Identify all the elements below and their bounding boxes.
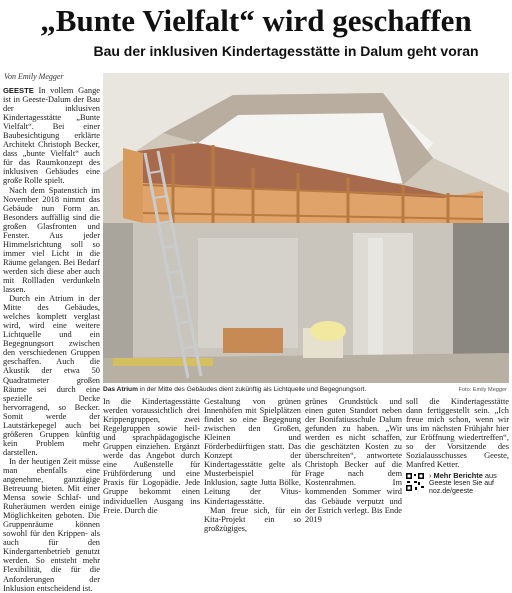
photo-credit: Foto: Emily Megger [458, 387, 507, 393]
article-column-5 [406, 397, 509, 469]
promo-title-text: Mehr Berichte [433, 471, 483, 480]
caption-text: in der Mitte des Gebäudes dient zukünftig als Lichtquelle und Begegnungsort. [139, 386, 367, 393]
article-column-1 [3, 86, 100, 593]
subheadline: Bau der inklusiven Kindertagesstätte in Dalum geht voran [93, 43, 479, 59]
paragraph-text: In vollem Gange ist in Geeste-Dalum der Bau der inklusiven Kindertagesstätte „Bunte Vielfalt“. Bei einer Baubesichtigung erklärte Architekt Christoph Becker, dass „bunte Vielfalt“ auch für das Raumkonzept des inklusiven Gebäudes eine große Rolle spielt. [3, 86, 100, 186]
paragraph: In die Kindertagesstätte werden voraussichtlich drei Krippengruppen, zwei Regelgruppen sowie heil- und sprachpädagogische Gruppen einziehen. Ergänzt werde das Angebot durch eine Außenstelle für Frühförderung und eine Praxis für Logopädie. Jede Gruppe bekommt einen individuellen Ausgang ins Freie. Durch die [103, 397, 200, 515]
headline: „Bunte Vielfalt“ wird geschaffen [40, 3, 472, 38]
paragraph: In der heutigen Zeit müsse man ebenfalls eine angenehme, ganztägige Betreuung bieten. Mit einer Mensa sowie Schlaf- und Ruheräumen werden einige Möglichkeiten geboten. Die Gruppenräume können sowohl für den Krippen- als auch für den Kindergartenbetrieb genutzt werden. So entsteht mehr Flexibilität, die für die Anforderungen der Inklusion entscheidend ist. [3, 456, 100, 593]
paragraph: Durch ein Atrium in der Mitte des Gebäudes, welches komplett verglast wird, wird eine weitere Lichtquelle und ein Begegnungsort zwischen den verschiedenen Gruppen geschaffen. Auch die Akustik der etwa 50 Quadratmeter großen Räume sei durch eine spezielle Decke hervorragend, so Becker. Somit werde der Lautstärkepegel auch bei größeren Gruppen künftig kein Problem mehr darstellen. [3, 294, 100, 457]
article-column-3 [204, 397, 301, 533]
chevron-right-icon: › [429, 471, 432, 480]
paragraph: grünes Grundstück und einen guten Standort neben der Bonifatiusschule Dalum gefunden zu haben. „Wir werden es nicht schaffen, die geschätzten Kosten zu überschreiten“, antwortete Christoph Becker auf die Frage nach dem Kostenrahmen. Im kommenden Sommer wird das Gebäude verputzt und der Estrich verlegt. Bis Ende 2019 [305, 397, 402, 524]
promo-title [429, 471, 497, 480]
caption-lead: Das Atrium [103, 386, 138, 393]
article-column-4 [305, 397, 402, 524]
atrium-photo [103, 73, 509, 383]
paragraph: Man freue sich, für ein Kita-Projekt ein so großzügiges, [204, 505, 301, 533]
article-column-2 [103, 397, 200, 515]
paragraph: soll die Kindertagesstätte dann fertiggestellt sein. „Ich freue mich schon, wenn wir uns im nächsten Frühjahr hier zur Eröffnung wiedertreffen“, so der Vorsitzende des Sozialausschusses Geeste, Manfred Ketter. [406, 397, 509, 470]
atrium-construction-image [103, 73, 509, 383]
photo-caption [103, 385, 509, 395]
byline: Von Emily Megger [4, 72, 64, 81]
paragraph: Gestaltung von grünen Innenhöfen mit Spielplätzen findet so eine Begegnung zwischen den Großen, Kleinen und Förderbedürftigen statt. Das Konzept der Kindertagesstätte gelte als Musterbeispiel für Inklusion, sagte Jutta Bölke, Leitung der Vitus-Kindertagesstätte. [204, 397, 301, 506]
promo-text: Geeste lesen Sie auf noz.de/geeste [429, 480, 494, 496]
paragraph [3, 86, 100, 186]
more-reports-promo[interactable] [405, 471, 509, 504]
paragraph: Nach dem Spatenstich im November 2018 nimmt das Gebäude nun Form an. Besonders auffällig sind die großen Glasfronten und Fenster. Aus jeder Himmelsrichtung soll so immer viel Licht in die Räume gelangen. Bei Bedarf werden sich diese aber auch mit Rollladen verdunkeln lassen. [3, 185, 100, 295]
dateline: GEESTE [3, 86, 34, 95]
promo-title-suffix: aus [484, 471, 497, 480]
qr-code-icon [405, 472, 425, 492]
